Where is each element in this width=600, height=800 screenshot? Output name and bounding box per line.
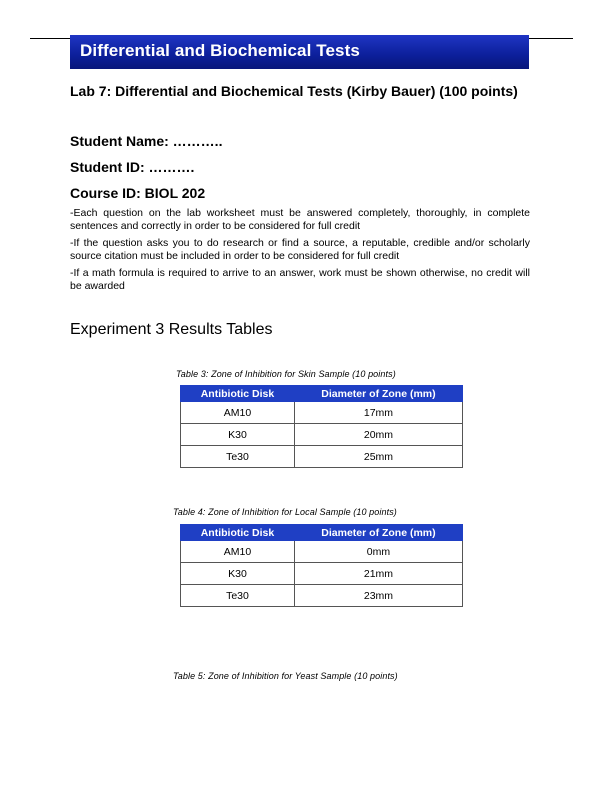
- table-cell: Te30: [181, 585, 295, 607]
- table-4-caption: Table 4: Zone of Inhibition for Local Sample (10 points): [173, 507, 397, 517]
- table-3-caption: Table 3: Zone of Inhibition for Skin Sample (10 points): [176, 369, 396, 379]
- table-5-caption: Table 5: Zone of Inhibition for Yeast Sample (10 points): [173, 671, 398, 681]
- instruction-item: -If a math formula is required to arrive to an answer, work must be shown otherwise, no credit will be awarded: [70, 267, 530, 292]
- table-cell: AM10: [181, 541, 295, 563]
- table-cell: 25mm: [294, 446, 462, 468]
- instructions: [70, 207, 530, 297]
- lab-title: Lab 7: Differential and Biochemical Tests (Kirby Bauer) (100 points): [70, 83, 518, 99]
- table-row: [181, 585, 463, 607]
- header-banner: [70, 35, 529, 69]
- course-id-label: Course ID: BIOL 202: [70, 185, 206, 201]
- table-cell: 17mm: [294, 402, 462, 424]
- table-cell: Te30: [181, 446, 295, 468]
- table-row: [181, 563, 463, 585]
- instruction-item: -If the question asks you to do research or find a source, a reputable, credible and/or scholarly source citation must be included in order to be considered for full credit: [70, 237, 530, 262]
- section-heading: Experiment 3 Results Tables: [70, 321, 273, 338]
- table-cell: 20mm: [294, 424, 462, 446]
- table-header-row: [181, 386, 463, 402]
- table-header-row: [181, 525, 463, 541]
- table-cell: 23mm: [294, 585, 462, 607]
- table-cell: K30: [181, 563, 295, 585]
- table-cell: K30: [181, 424, 295, 446]
- banner-title: Differential and Biochemical Tests: [80, 41, 360, 60]
- table-4: [180, 524, 463, 607]
- table-cell: 0mm: [294, 541, 462, 563]
- table-3: [180, 385, 463, 468]
- instruction-item: -Each question on the lab worksheet must be answered completely, thoroughly, in complete sentences and correctly in order to be considered for full credit: [70, 207, 530, 232]
- column-header: Diameter of Zone (mm): [294, 386, 462, 402]
- column-header: Antibiotic Disk: [181, 525, 295, 541]
- column-header: Diameter of Zone (mm): [294, 525, 462, 541]
- student-name-label: Student Name: ………..: [70, 133, 223, 149]
- table-cell: AM10: [181, 402, 295, 424]
- table-cell: 21mm: [294, 563, 462, 585]
- student-id-label: Student ID: ……….: [70, 159, 195, 175]
- table-row: [181, 446, 463, 468]
- table-row: [181, 402, 463, 424]
- table-row: [181, 424, 463, 446]
- table-row: [181, 541, 463, 563]
- column-header: Antibiotic Disk: [181, 386, 295, 402]
